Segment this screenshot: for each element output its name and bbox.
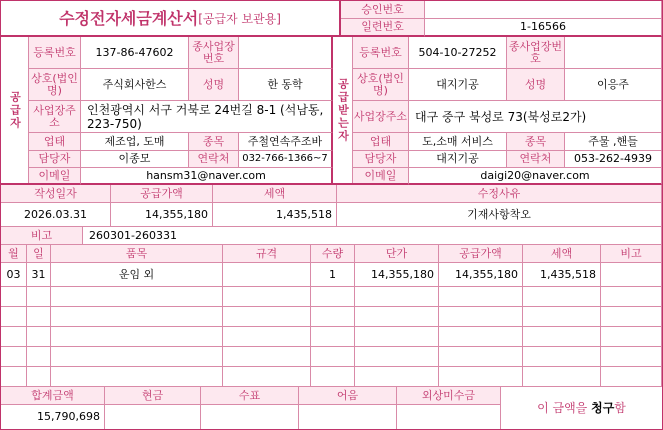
supplier-side-label: 공급자 [1, 37, 29, 185]
empty-item-cell [27, 307, 51, 327]
supplier-contact-label: 연락처 [189, 151, 239, 168]
receiver-item: 주물 ,핸들 [565, 133, 662, 151]
cash-value [105, 405, 201, 429]
empty-item-cell [601, 287, 662, 307]
check-value [201, 405, 299, 429]
empty-item-cell [439, 367, 523, 387]
receiver-name-label: 상호(법인명) [353, 69, 409, 101]
supplier-contact: 032-766-1366~7 [239, 151, 333, 168]
tax-total-value: 1,435,518 [213, 203, 337, 227]
empty-item-cell [1, 367, 27, 387]
supply-total-value: 14,355,180 [111, 203, 213, 227]
col-day: 일 [27, 245, 51, 263]
note-label: 비고 [1, 227, 83, 245]
receiver-ceo-label: 성명 [507, 69, 565, 101]
bill-value [299, 405, 397, 429]
total-label: 합계금액 [1, 387, 105, 405]
empty-item-cell [311, 367, 355, 387]
receiver-address: 대구 중구 북성로 73(북성로2가) [409, 101, 662, 133]
col-tax: 세액 [523, 245, 601, 263]
receiver-address-label: 사업장주소 [353, 101, 409, 133]
title-subtitle: [공급자 보관용] [198, 11, 281, 26]
empty-item-cell [51, 307, 223, 327]
approval-no-value [425, 1, 662, 19]
receiver-person-label: 담당자 [353, 151, 409, 168]
receiver-item-label: 종목 [507, 133, 565, 151]
receiver-email: daigi20@naver.com [409, 168, 662, 185]
receiver-side-underline [333, 168, 353, 185]
receiver-branch-label: 종사업장번호 [507, 37, 565, 69]
credit-label: 외상미수금 [397, 387, 501, 405]
supplier-person: 이종모 [81, 151, 189, 168]
supplier-address: 인천광역시 서구 거북로 24번길 8-1 (석남동, 223-750) [81, 101, 333, 133]
empty-item-cell [27, 327, 51, 347]
credit-value [397, 405, 501, 429]
supplier-person-label: 담당자 [29, 151, 81, 168]
supplier-side-underline [1, 168, 29, 185]
empty-item-cell [523, 367, 601, 387]
empty-item-cell [223, 347, 311, 367]
empty-item-cell [51, 287, 223, 307]
serial-no-value: 1-16566 [425, 19, 662, 37]
empty-item-cell [355, 307, 439, 327]
empty-item-cell [439, 347, 523, 367]
empty-item-cell [523, 307, 601, 327]
receiver-biz-type: 도,소매 서비스 [409, 133, 507, 151]
col-supply: 공급가액 [439, 245, 523, 263]
tax-total-label: 세액 [213, 185, 337, 203]
reason-value: 기재사항착오 [337, 203, 662, 227]
supplier-name: 주식회사한스 [81, 69, 189, 101]
receiver-person: 대지기공 [409, 151, 507, 168]
col-note: 비고 [601, 245, 662, 263]
receiver-contact: 053-262-4939 [565, 151, 662, 168]
item-qty: 1 [311, 263, 355, 287]
col-month: 월 [1, 245, 27, 263]
title-text: 수정전자세금계산서 [59, 8, 199, 28]
supplier-biz-type-label: 업태 [29, 133, 81, 151]
empty-item-cell [311, 327, 355, 347]
item-name: 운임 외 [51, 263, 223, 287]
empty-item-cell [27, 287, 51, 307]
supplier-ceo: 한 동학 [239, 69, 333, 101]
empty-item-cell [51, 347, 223, 367]
empty-item-cell [223, 287, 311, 307]
item-month: 03 [1, 263, 27, 287]
empty-item-cell [27, 347, 51, 367]
date-value: 2026.03.31 [1, 203, 111, 227]
note-value: 260301-260331 [83, 227, 662, 245]
supplier-item: 주철연속주조바 [239, 133, 333, 151]
receiver-ceo: 이응주 [565, 69, 662, 101]
supplier-item-label: 종목 [189, 133, 239, 151]
receiver-email-label: 이메일 [353, 168, 409, 185]
empty-item-cell [439, 307, 523, 327]
approval-no-label: 승인번호 [341, 1, 425, 19]
item-spec [223, 263, 311, 287]
check-label: 수표 [201, 387, 299, 405]
receiver-contact-label: 연락처 [507, 151, 565, 168]
empty-item-cell [355, 287, 439, 307]
supply-total-label: 공급가액 [111, 185, 213, 203]
date-label: 작성일자 [1, 185, 111, 203]
empty-item-cell [601, 307, 662, 327]
empty-item-cell [439, 327, 523, 347]
item-note [601, 263, 662, 287]
title-underline [1, 19, 341, 37]
empty-item-cell [1, 347, 27, 367]
col-item-name: 품목 [51, 245, 223, 263]
item-day: 31 [27, 263, 51, 287]
bill-label: 어음 [299, 387, 397, 405]
item-tax: 1,435,518 [523, 263, 601, 287]
empty-item-cell [601, 327, 662, 347]
empty-item-cell [601, 347, 662, 367]
receiver-reg-no: 504-10-27252 [409, 37, 507, 69]
serial-no-label: 일련번호 [341, 19, 425, 37]
empty-item-cell [439, 287, 523, 307]
supplier-branch-no [239, 37, 333, 69]
empty-item-cell [223, 367, 311, 387]
cash-label: 현금 [105, 387, 201, 405]
col-spec: 규격 [223, 245, 311, 263]
empty-item-cell [27, 367, 51, 387]
receiver-reg-label: 등록번호 [353, 37, 409, 69]
empty-item-cell [601, 367, 662, 387]
receiver-side-label: 공급받는자 [333, 37, 353, 185]
reason-label: 수정사유 [337, 185, 662, 203]
empty-item-cell [311, 347, 355, 367]
empty-item-cell [311, 307, 355, 327]
supplier-reg-no: 137-86-47602 [81, 37, 189, 69]
supplier-email-label: 이메일 [29, 168, 81, 185]
empty-item-cell [355, 327, 439, 347]
claim-prefix: 이 금액을 [537, 401, 588, 415]
empty-item-cell [355, 347, 439, 367]
empty-item-cell [523, 347, 601, 367]
claim-word: 청구 [591, 401, 615, 415]
col-qty: 수량 [311, 245, 355, 263]
supplier-address-label: 사업장주소 [29, 101, 81, 133]
empty-item-cell [1, 327, 27, 347]
empty-item-cell [1, 287, 27, 307]
claim-suffix: 함 [614, 401, 626, 415]
empty-item-cell [223, 307, 311, 327]
col-unit-price: 단가 [355, 245, 439, 263]
empty-item-cell [523, 287, 601, 307]
supplier-ceo-label: 성명 [189, 69, 239, 101]
item-unit-price: 14,355,180 [355, 263, 439, 287]
empty-item-cell [523, 327, 601, 347]
empty-item-cell [355, 367, 439, 387]
empty-item-cell [311, 287, 355, 307]
supplier-reg-label: 등록번호 [29, 37, 81, 69]
empty-item-cell [51, 367, 223, 387]
claim-statement [501, 387, 662, 429]
receiver-name: 대지기공 [409, 69, 507, 101]
supplier-email: hansm31@naver.com [81, 168, 333, 185]
receiver-biz-type-label: 업태 [353, 133, 409, 151]
item-supply: 14,355,180 [439, 263, 523, 287]
empty-item-cell [223, 327, 311, 347]
total-value: 15,790,698 [1, 405, 105, 429]
empty-item-cell [1, 307, 27, 327]
receiver-branch-no [565, 37, 662, 69]
empty-item-cell [51, 327, 223, 347]
supplier-biz-type: 제조업, 도매 [81, 133, 189, 151]
supplier-branch-label: 종사업장번호 [189, 37, 239, 69]
supplier-name-label: 상호(법인명) [29, 69, 81, 101]
